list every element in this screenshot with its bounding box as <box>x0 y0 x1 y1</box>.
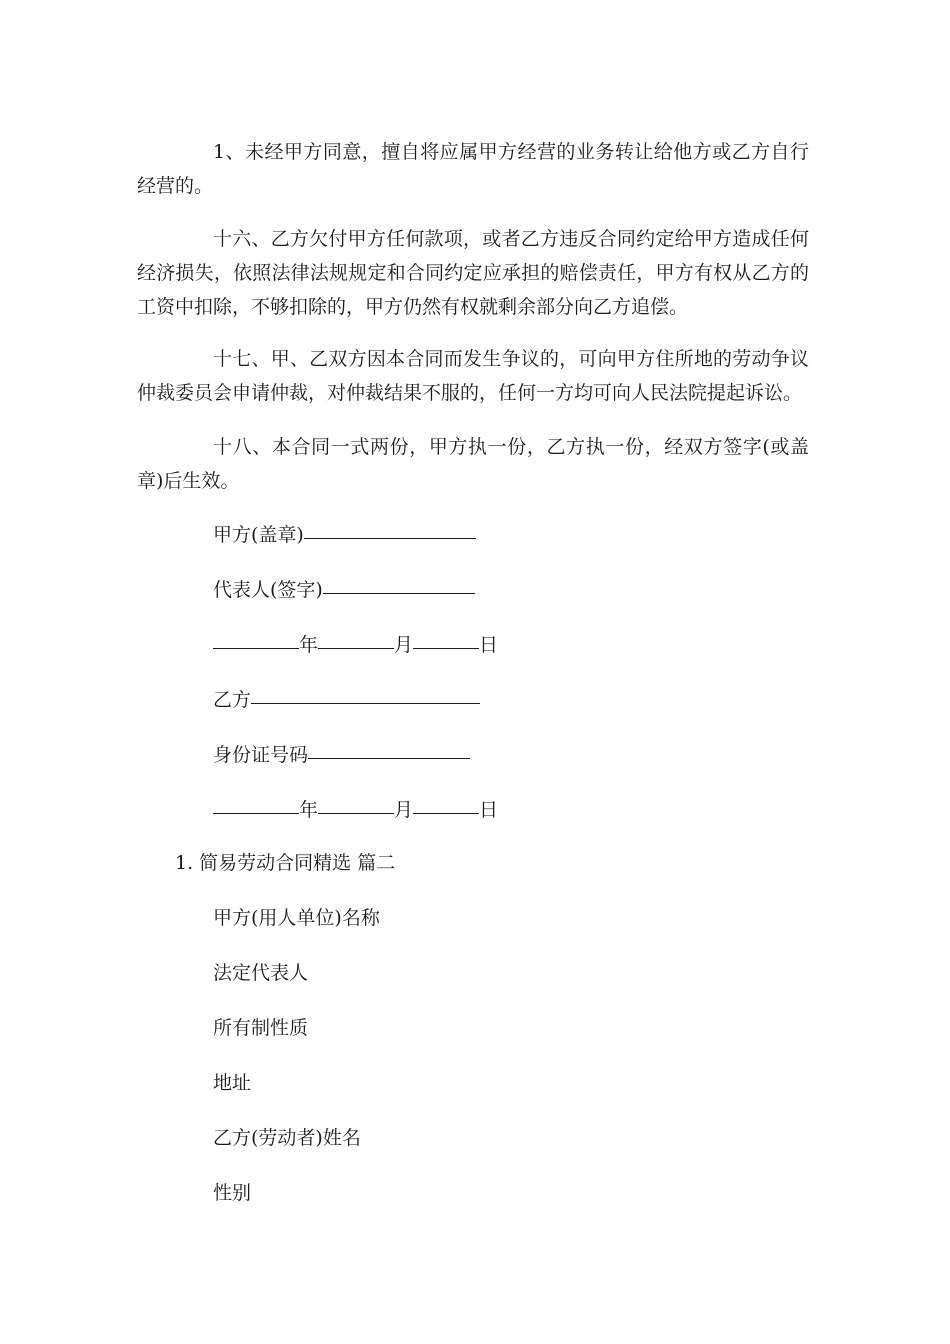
day-label: 日 <box>479 634 499 656</box>
day-label: 日 <box>479 799 499 821</box>
party-b-date-line <box>213 795 498 823</box>
party-a-seal-label: 甲方(盖章) <box>213 524 304 546</box>
month-label: 月 <box>394 799 414 821</box>
party-b-blank <box>251 683 480 704</box>
clause-18-paragraph: 十八、本合同一式两份，甲方执一份，乙方执一份，经双方签字(或盖章)后生效。 <box>137 436 809 492</box>
clause-1-paragraph: 1、未经甲方同意，擅自将应属甲方经营的业务转让给他方或乙方自行经营的。 <box>137 141 809 197</box>
party-a-day-blank <box>413 628 479 649</box>
party-a-date-line <box>213 630 498 658</box>
party-a-month-blank <box>318 628 394 649</box>
party-b-line <box>213 685 480 713</box>
id-number-blank <box>308 738 470 759</box>
id-number-label: 身份证号码 <box>213 744 309 766</box>
id-number-line <box>213 740 470 768</box>
year-label: 年 <box>299 634 319 656</box>
representative-signature-label: 代表人(签字) <box>213 579 323 601</box>
representative-signature-blank <box>323 573 475 594</box>
year-label: 年 <box>299 799 319 821</box>
party-a-year-blank <box>213 628 299 649</box>
party-a-seal-line <box>213 520 476 548</box>
party-b-day-blank <box>413 793 479 814</box>
party-b-year-blank <box>213 793 299 814</box>
month-label: 月 <box>394 634 414 656</box>
field-employer-name: 甲方(用人单位)名称 <box>213 907 380 929</box>
party-a-seal-blank <box>304 518 476 539</box>
field-gender: 性别 <box>213 1182 252 1204</box>
party-b-month-blank <box>318 793 394 814</box>
section-2-heading: 1. 简易劳动合同精选 篇二 <box>175 852 396 874</box>
field-ownership-type: 所有制性质 <box>213 1017 309 1039</box>
party-b-label: 乙方 <box>213 689 252 711</box>
clause-17-paragraph: 十七、甲、乙双方因本合同而发生争议的，可向甲方住所地的劳动争议仲裁委员会申请仲裁，对仲裁结果不服的，任何一方均可向人民法院提起诉讼。 <box>137 348 809 404</box>
field-employee-name: 乙方(劳动者)姓名 <box>213 1127 361 1149</box>
field-legal-representative: 法定代表人 <box>213 962 309 984</box>
clause-16-paragraph: 十六、乙方欠付甲方任何款项，或者乙方违反合同约定给甲方造成任何经济损失，依照法律法规规定和合同约定应承担的赔偿责任，甲方有权从乙方的工资中扣除，不够扣除的，甲方仍然有权就剩余部分向乙方追偿。 <box>137 228 809 318</box>
field-address: 地址 <box>213 1072 252 1094</box>
representative-signature-line <box>213 575 475 603</box>
